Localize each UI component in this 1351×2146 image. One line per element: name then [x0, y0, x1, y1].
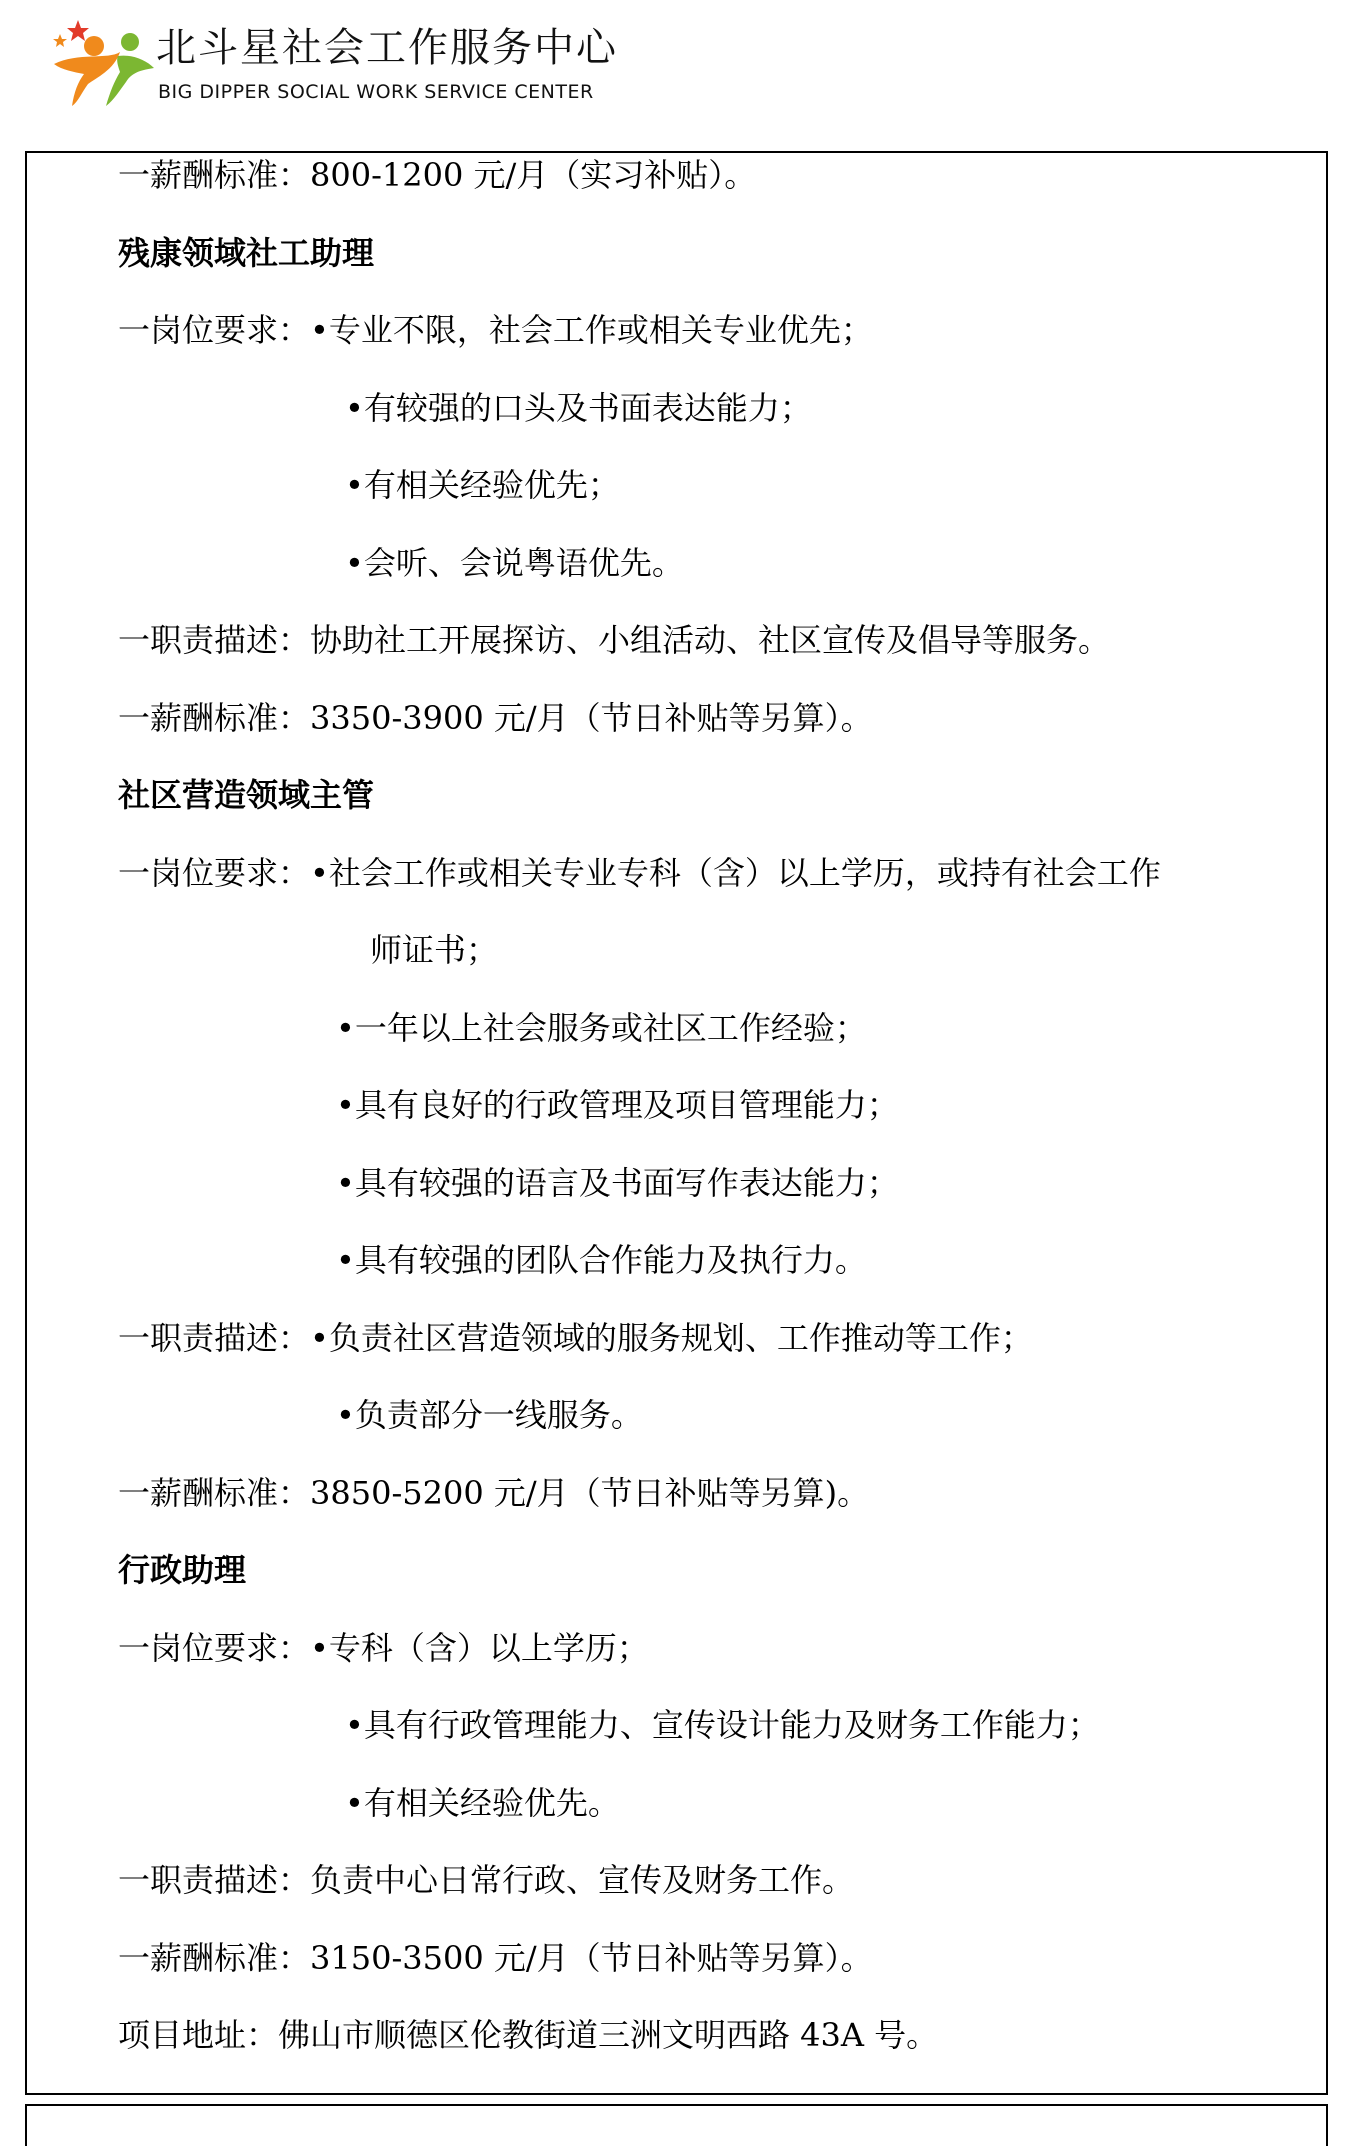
job1-salary-line: 一薪酬标准：3350-3900 元/月（节日补贴等另算）。	[118, 699, 873, 737]
job2-duty-line: 一职责描述：•负责社区营造领域的服务规划、工作推动等工作；	[118, 1319, 1033, 1357]
job1-req-line: 一岗位要求：•专业不限，社会工作或相关专业优先；	[118, 311, 873, 349]
job3-req-line: •具有行政管理能力、宣传设计能力及财务工作能力；	[345, 1706, 1100, 1744]
job2-req-line: 一岗位要求：•社会工作或相关专业专科（含）以上学历，或持有社会工作	[118, 854, 1161, 892]
job1-req-line: •会听、会说粤语优先。	[345, 544, 684, 582]
job1-duty-line: 一职责描述：协助社工开展探访、小组活动、社区宣传及倡导等服务。	[118, 621, 1111, 659]
job3-salary-line: 一薪酬标准：3150-3500 元/月（节日补贴等另算）。	[118, 1939, 873, 1977]
job3-title: 行政助理	[118, 1551, 247, 1589]
job2-req-line: •具有较强的语言及书面写作表达能力；	[336, 1164, 899, 1202]
prev-salary-line: 一薪酬标准：800-1200 元/月（实习补贴）。	[118, 156, 757, 194]
job1-req-line: •有较强的口头及书面表达能力；	[345, 389, 812, 427]
org-logo-icon	[48, 12, 158, 107]
page-header	[0, 0, 1351, 145]
job2-salary-line: 一薪酬标准：3850-5200 元/月（节日补贴等另算)。	[118, 1474, 870, 1512]
job2-title: 社区营造领域主管	[118, 776, 375, 814]
job2-req-line: •一年以上社会服务或社区工作经验；	[336, 1009, 867, 1047]
job3-req-line: •有相关经验优先。	[345, 1784, 620, 1822]
job3-duty-line: 一职责描述：负责中心日常行政、宣传及财务工作。	[118, 1861, 855, 1899]
job1-req-line: •有相关经验优先；	[345, 466, 620, 504]
job2-req-line: •具有较强的团队合作能力及执行力。	[336, 1241, 867, 1279]
org-name-en: BIG DIPPER SOCIAL WORK SERVICE CENTER	[158, 81, 594, 103]
job2-req-line: 师证书；	[370, 931, 499, 969]
job2-req-line: •具有良好的行政管理及项目管理能力；	[336, 1086, 899, 1124]
org-name-cn: 北斗星社会工作服务中心	[156, 25, 618, 71]
next-frame-edge	[25, 2104, 1328, 2146]
job3-req-line: 一岗位要求：•专科（含）以上学历；	[118, 1629, 649, 1667]
job1-title: 残康领域社工助理	[118, 234, 375, 272]
project-address-line: 项目地址：佛山市顺德区伦教街道三洲文明西路 43A 号。	[118, 2016, 939, 2054]
job2-duty-line: •负责部分一线服务。	[336, 1396, 643, 1434]
